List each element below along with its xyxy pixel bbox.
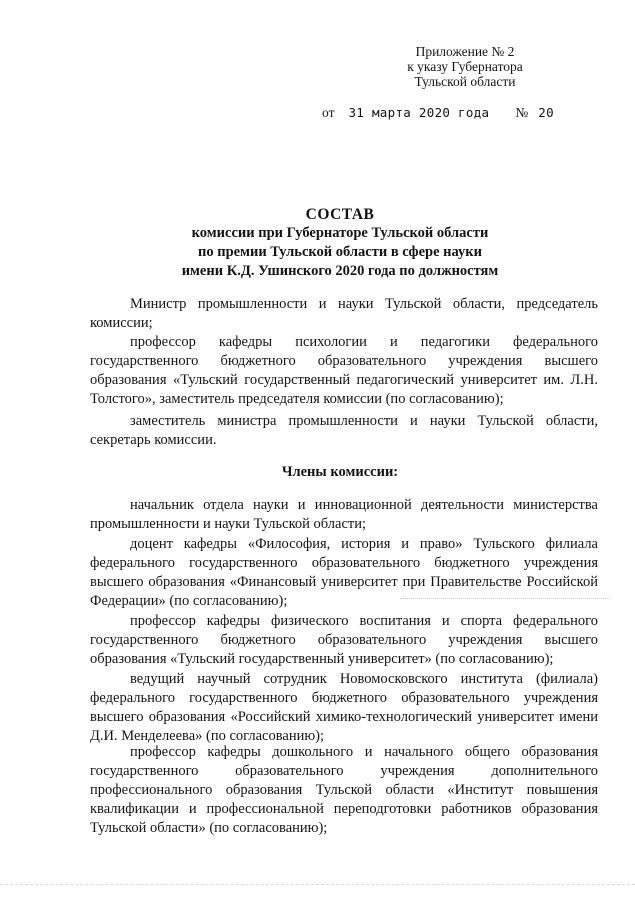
appendix-line-1: Приложение № 2 bbox=[415, 44, 515, 59]
members-heading: Члены комиссии: bbox=[281, 464, 399, 480]
appendix-line-2: к указу Губернатора bbox=[407, 59, 523, 74]
member-item: профессор кафедры физического воспитания и спорта федерального государственного бюджетного образовательного учреждения высшего образования «Тульский государственный университет» (по согласованию); bbox=[90, 613, 598, 667]
scan-edge-artifact bbox=[0, 884, 635, 886]
document-title: СОСТАВ bbox=[305, 206, 375, 223]
order-number-label: № bbox=[515, 105, 529, 120]
member-item: профессор кафедры дошкольного и начального общего образования государственного образовательного учреждения дополнительного профессионального образования Тульской области «Институт повышения квалификации и профессиональной переподготовки работников образования Тульской области» (по согласованию); bbox=[90, 744, 598, 836]
leadership-secretary: заместитель министра промышленности и науки Тульской области, секретарь комиссии. bbox=[90, 413, 598, 448]
member-item: ведущий научный сотрудник Новомосковского института (филиала) федерального государственного бюджетного образовательного учреждения высшего образования «Российский химико-технологический университет имени Д.И. Менделеева» (по согласованию); bbox=[90, 671, 598, 744]
heading-line-2: по премии Тульской области в сфере науки bbox=[198, 244, 482, 260]
order-from-label: от bbox=[322, 105, 335, 120]
heading-line-1: комиссии при Губернаторе Тульской области bbox=[191, 225, 489, 241]
order-number: 20 bbox=[538, 105, 554, 120]
scan-artifact bbox=[400, 598, 610, 600]
order-date-line bbox=[322, 105, 554, 121]
member-item: начальник отдела науки и инновационной деятельности министерства промышленности и науки Тульской области; bbox=[90, 497, 598, 532]
order-date: 31 марта 2020 года bbox=[348, 105, 490, 120]
member-item: доцент кафедры «Философия, история и право» Тульского филиала федерального государственного образовательного бюджетного учреждения высшего образования «Финансовый университет при Правительстве Российской Федерации» (по согласованию); bbox=[90, 536, 598, 609]
heading-line-3: имени К.Д. Ушинского 2020 года по должностям bbox=[181, 263, 499, 279]
appendix-line-3: Тульской области bbox=[414, 74, 516, 89]
leadership-deputy-chair: профессор кафедры психологии и педагогики федерального государственного бюджетного образовательного учреждения высшего образования «Тульский государственный педагогический университет им. Л.Н. Толстого», заместитель председателя комиссии (по согласованию); bbox=[90, 334, 598, 407]
document-heading bbox=[90, 205, 590, 281]
leadership-chair: Министр промышленности и науки Тульской области, председатель комиссии; bbox=[90, 296, 598, 331]
appendix-block bbox=[385, 44, 545, 89]
